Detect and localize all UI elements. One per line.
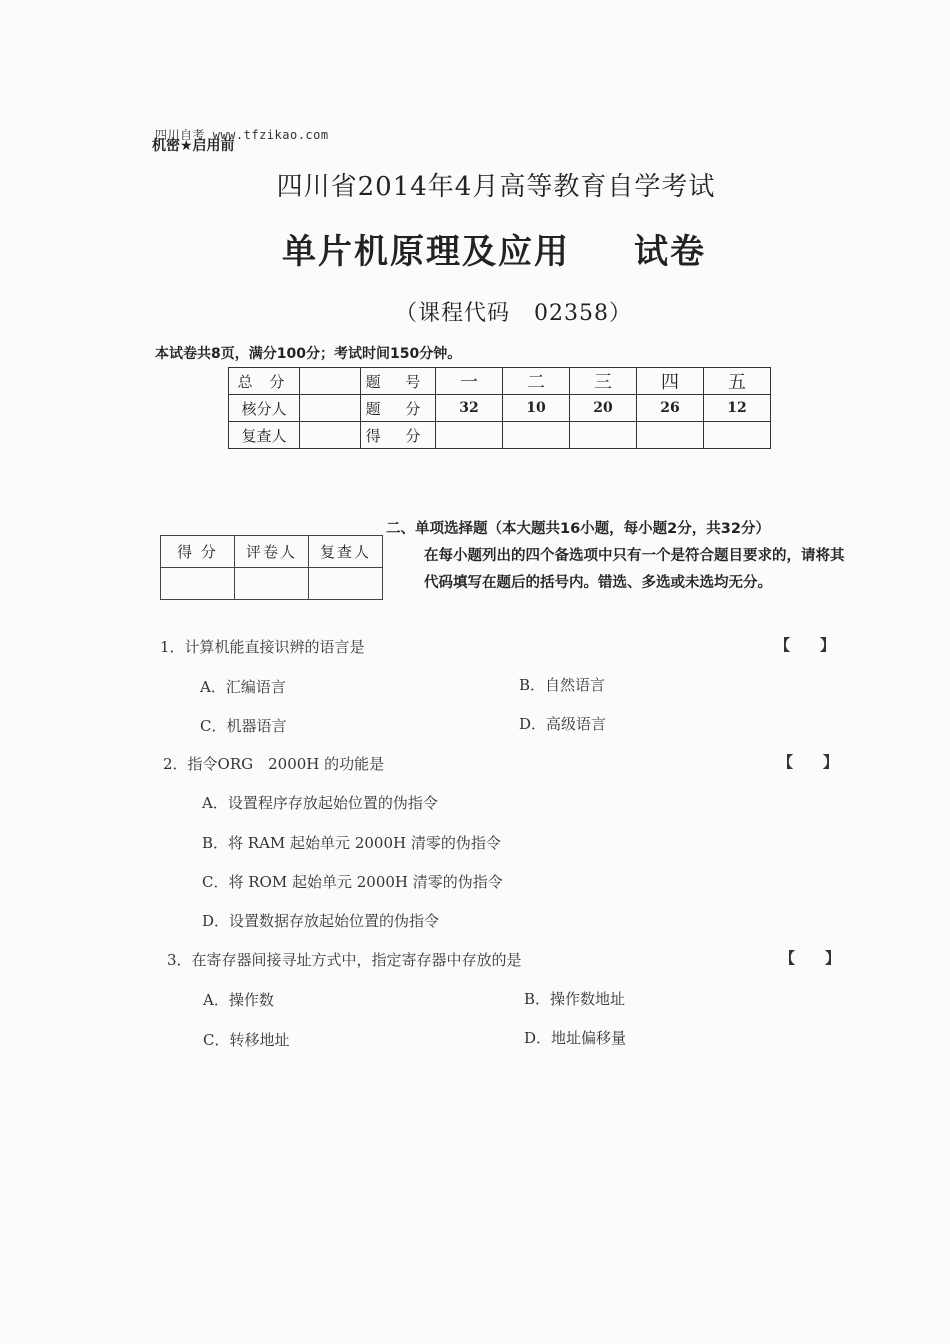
exam-intro: 本试卷共8页，满分100分；考试时间150分钟。 — [155, 346, 462, 362]
option: D．地址偏移量 — [524, 1029, 627, 1047]
option: A．汇编语言 — [200, 678, 286, 696]
obtained-score-cell — [436, 422, 503, 449]
option: B．操作数地址 — [524, 990, 626, 1008]
section-points: 26 — [637, 395, 704, 422]
section-heading — [386, 516, 856, 597]
exam-title: 四川省2014年4月高等教育自学考试 — [276, 172, 716, 202]
section-points: 20 — [570, 395, 637, 422]
table-row — [161, 536, 383, 568]
table-row — [229, 368, 771, 395]
total-score-label: 总 分 — [229, 368, 300, 395]
section-instruction: 在每小题列出的四个备选项中只有一个是符合题目要求的，请将其代码填写在题后的括号内。错选、多选或未选均无分。 — [424, 548, 845, 591]
grader-table — [160, 535, 383, 600]
confidential-label: 机密★启用前 — [152, 138, 235, 154]
course-code-value: 02358） — [534, 301, 633, 326]
total-score-cell — [300, 368, 361, 395]
question-stem: 3．在寄存器间接寻址方式中，指定寄存器中存放的是 — [167, 951, 522, 969]
score-cell — [161, 568, 235, 600]
option: A．操作数 — [203, 991, 274, 1009]
option: C．机器语言 — [200, 717, 287, 735]
section-header: 三 — [570, 368, 637, 395]
question-points-label: 题 分 — [361, 395, 436, 422]
obtained-score-cell — [570, 422, 637, 449]
obtained-score-label: 得 分 — [361, 422, 436, 449]
section-points: 10 — [503, 395, 570, 422]
grader-header: 评卷人 — [235, 536, 309, 568]
option: B．将 RAM 起始单元 2000H 清零的伪指令 — [202, 834, 501, 852]
obtained-score-cell — [503, 422, 570, 449]
reviewer-cell — [309, 568, 383, 600]
watermark-text: 四川自考 www.tfzikao.com — [155, 128, 329, 142]
obtained-score-cell — [704, 422, 771, 449]
section-title: 二、单项选择题（本大题共16小题，每小题2分，共32分） — [386, 521, 770, 537]
section-header: 一 — [436, 368, 503, 395]
course-title — [282, 224, 706, 273]
answer-bracket: 【 】 — [775, 636, 836, 654]
option: A．设置程序存放起始位置的伪指令 — [202, 794, 438, 812]
section-header: 二 — [503, 368, 570, 395]
score-table — [228, 367, 771, 449]
question-stem: 1．计算机能直接识辨的语言是 — [160, 638, 365, 656]
reviewer-label: 复查人 — [229, 422, 300, 449]
score-header: 得 分 — [161, 536, 235, 568]
checker-label: 核分人 — [229, 395, 300, 422]
course-name: 单片机原理及应用 — [282, 232, 570, 272]
table-row — [229, 395, 771, 422]
option: D．设置数据存放起始位置的伪指令 — [202, 912, 440, 930]
question-number-label: 题 号 — [361, 368, 436, 395]
table-row — [229, 422, 771, 449]
section-header: 四 — [637, 368, 704, 395]
grader-cell — [235, 568, 309, 600]
course-code — [395, 296, 632, 327]
table-row — [161, 568, 383, 600]
answer-bracket: 【 】 — [780, 949, 841, 967]
course-code-label: （课程代码 — [395, 301, 511, 326]
option: C．将 ROM 起始单元 2000H 清零的伪指令 — [202, 873, 503, 891]
option: B．自然语言 — [519, 676, 606, 694]
answer-bracket: 【 】 — [778, 753, 839, 771]
paper-label: 试卷 — [634, 232, 706, 272]
section-points: 32 — [436, 395, 503, 422]
option: C．转移地址 — [203, 1031, 290, 1049]
section-header: 五 — [704, 368, 771, 395]
reviewer-cell — [300, 422, 361, 449]
section-points: 12 — [704, 395, 771, 422]
checker-cell — [300, 395, 361, 422]
reviewer-header: 复查人 — [309, 536, 383, 568]
option: D．高级语言 — [519, 715, 607, 733]
obtained-score-cell — [637, 422, 704, 449]
question-stem: 2．指令ORG 2000H 的功能是 — [163, 755, 385, 773]
